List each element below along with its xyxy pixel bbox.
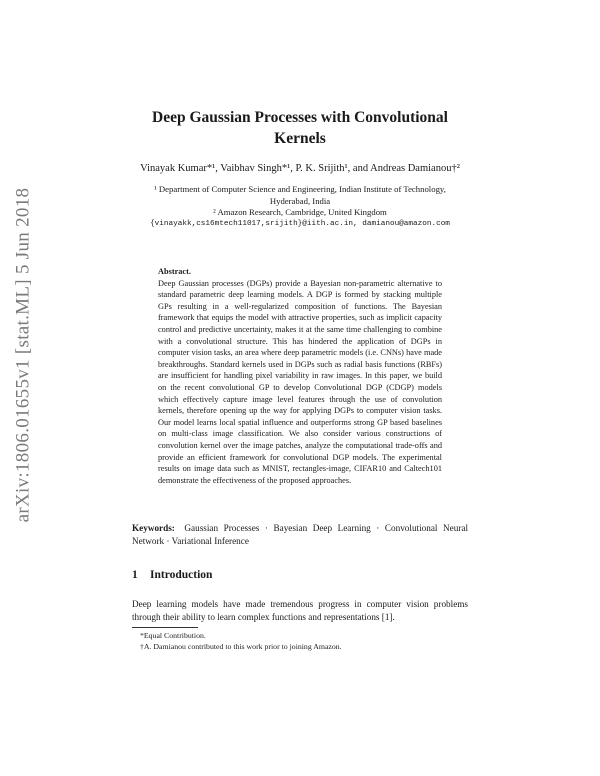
introduction-paragraph: Deep learning models have made tremendous progress in computer vision problems through their ability to learn complex functions and representations [1].: [132, 599, 468, 622]
author-emails: {vinayakk,cs16mtech11017,srijith}@iith.ac.in, damianou@amazon.com: [150, 219, 450, 228]
keywords-label: Keywords:: [132, 523, 175, 533]
section-title: Introduction: [150, 569, 213, 581]
affiliations: [150, 184, 450, 230]
abstract-heading: Abstract.: [158, 267, 191, 276]
affiliation-amazon: ² Amazon Research, Cambridge, United Kingdom: [213, 207, 387, 217]
footnote-amazon: †A. Damianou contributed to this work prior to joining Amazon.: [140, 642, 342, 651]
arxiv-identifier: arXiv:1806.01655v1 [stat.ML] 5 Jun 2018: [12, 187, 34, 523]
footnotes: [140, 630, 470, 652]
author-list: Vinayak Kumar*¹, Vaibhav Singh*¹, P. K. Srijith¹, and Andreas Damianou†²: [140, 163, 460, 174]
abstract: [158, 266, 442, 486]
keywords-text: Gaussian Processes · Bayesian Deep Learning · Convolutional Neural Network · Variational Inference: [132, 523, 469, 546]
section-heading-introduction: [132, 569, 468, 581]
footnote-equal-contribution: *Equal Contribution.: [140, 631, 206, 640]
keywords: [132, 522, 468, 547]
affiliation-iith: ¹ Department of Computer Science and Engineering, Indian Institute of Technology, Hyderabad, India: [154, 184, 446, 206]
arxiv-side-stamp: [8, 140, 38, 570]
paper-title: Deep Gaussian Processes with Convolutional Kernels: [152, 109, 448, 147]
abstract-text: Deep Gaussian processes (DGPs) provide a Bayesian non-parametric alternative to standard parametric deep learning models. A DGP is formed by stacking multiple GPs resulting in a well-regularized composition of functions. The Bayesian framework that equips the model with attractive properties, such as implicit capacity control and predictive uncertainty, makes it at the same time challenging to combine with a convolutional structure. This has hindered the application of DGPs in computer vision tasks, an area where deep parametric models (i.e. CNNs) have made breakthroughs. Standard kernels used in DGPs such as radial basis functions (RBFs) are insufficient for handling pixel variability in raw images. In this paper, we build on the recent convolutional GP to develop Convolutional DGP (CDGP) models which effectively capture image level features through the use of convolution kernels, therefore opening up the way for applying DGPs to computer vision tasks. Our model learns local spatial influence and outperforms strong GP based baselines on multi-class image classification. We also consider various constructions of convolution kernel over the image patches, analyze the computational trade-offs and provide an efficient framework for convolutional DGP models. The experimental results on image data such as MNIST, rectangles-image, CIFAR10 and Caltech101 demonstrate the effectiveness of the proposed approaches.: [158, 278, 442, 485]
section-number: 1: [132, 569, 138, 581]
footnote-divider: [132, 627, 198, 628]
